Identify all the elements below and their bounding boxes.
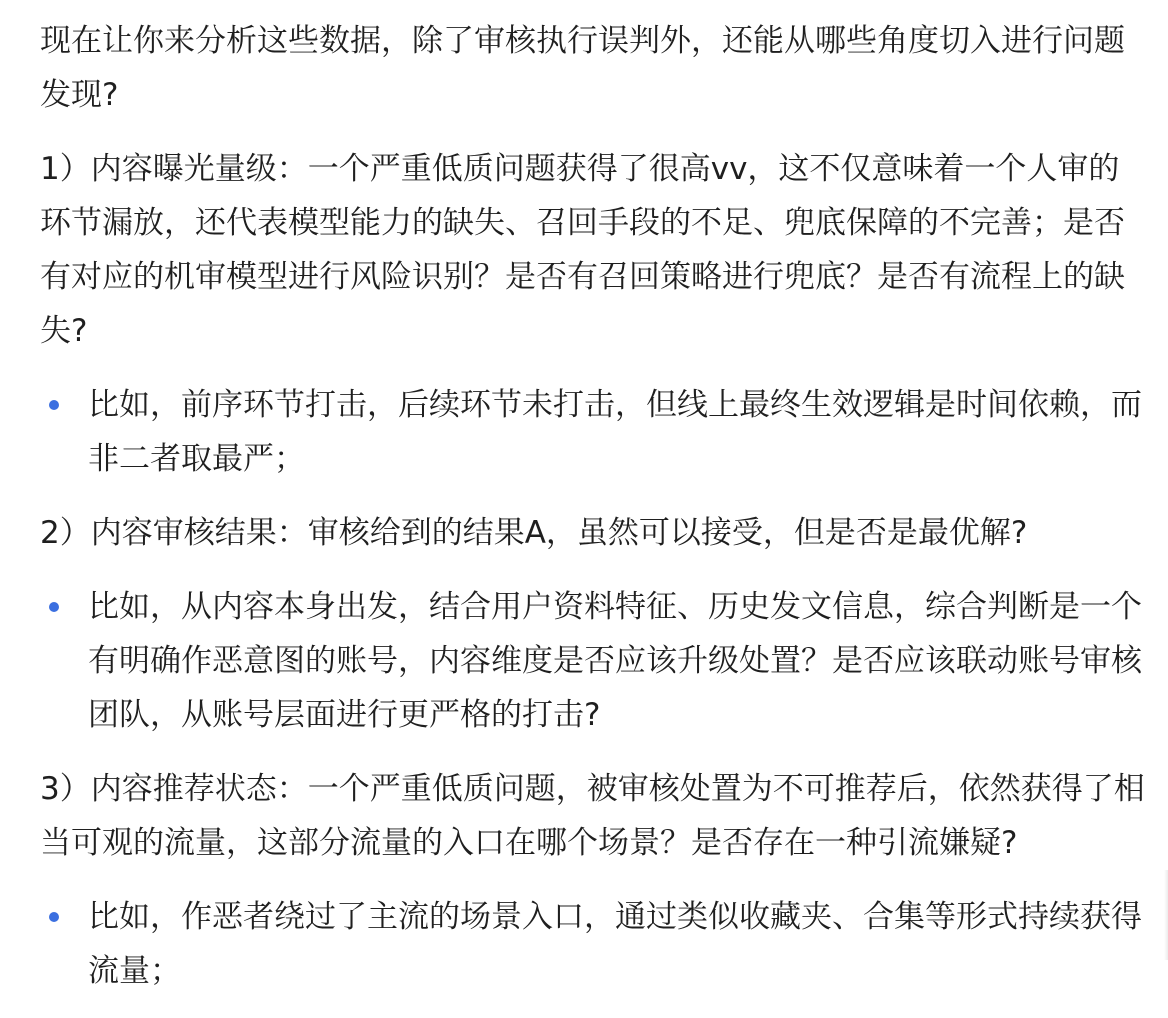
bullet-text: 比如，作恶者绕过了主流的场景入口，通过类似收藏夹、合集等形式持续获得流量；: [88, 899, 1142, 989]
bullet-dot-icon: [49, 912, 59, 922]
article-body: [40, 14, 1150, 1018]
bullet-dot-icon: [49, 602, 59, 612]
bullet-text: 比如，前序环节打击，后续环节未打击，但线上最终生效逻辑是时间依赖，而非二者取最严；: [88, 387, 1142, 477]
intro-paragraph: 现在让你来分析这些数据，除了审核执行误判外，还能从哪些角度切入进行问题发现?: [40, 23, 1125, 113]
bullet-item-1: [40, 378, 1150, 486]
scroll-edge-shadow: [1164, 870, 1168, 960]
bullet-text: 比如，从内容本身出发，结合用户资料特征、历史发文信息，综合判断是一个有明确作恶意图的账号，内容维度是否应该升级处置？是否应该联动账号审核团队，从账号层面进行更严格的打击?: [88, 589, 1142, 733]
bullet-item-2: [40, 580, 1150, 742]
bullet-dot-icon: [49, 400, 59, 410]
point-1-exposure: 1）内容曝光量级：一个严重低质问题获得了很高vv，这不仅意味着一个人审的环节漏放，还代表模型能力的缺失、召回手段的不足、兜底保障的不完善；是否有对应的机审模型进行风险识别？是否有召回策略进行兜底？是否有流程上的缺失?: [40, 151, 1125, 349]
point-3-recommend-status: 3）内容推荐状态：一个严重低质问题，被审核处置为不可推荐后，依然获得了相当可观的流量，这部分流量的入口在哪个场景？是否存在一种引流嫌疑?: [40, 771, 1145, 861]
point-2-review-result: 2）内容审核结果：审核给到的结果A，虽然可以接受，但是否是最优解?: [40, 515, 1028, 551]
